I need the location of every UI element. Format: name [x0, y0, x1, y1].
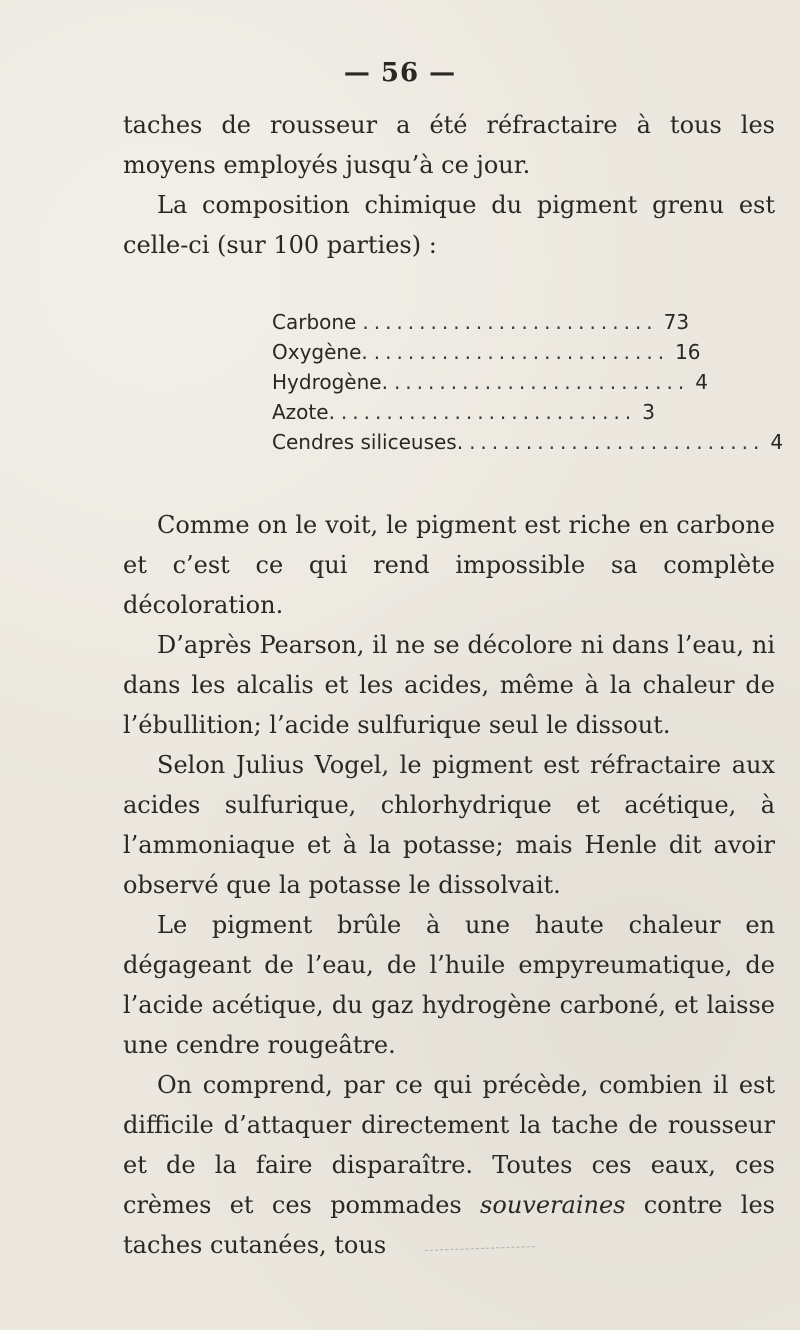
- body-paragraph-5: [123, 1065, 775, 1265]
- leader-dots: ..........................: [373, 340, 670, 364]
- composition-value: 3: [642, 400, 655, 424]
- body-paragraph-2: D’après Pearson, il ne se décolore ni dans l’eau, ni dans les alcalis et les acides, même à la chaleur de l’ébullition; l’acide sulfurique seul le dissout.: [123, 631, 775, 739]
- composition-label: Carbone: [272, 310, 357, 334]
- composition-row: [272, 307, 690, 337]
- body-paragraph-5-end: contre les taches cutanées, tous: [123, 1191, 775, 1259]
- composition-label: Cendres siliceuses.: [272, 430, 464, 454]
- composition-value: 4: [770, 430, 784, 454]
- intro-paragraph-2: La composition chimique du pigment grenu est celle-ci (sur 100 parties) :: [123, 191, 775, 259]
- intro-paragraph-1: taches de rousseur a été réfractaire à tous les moyens employés jusqu’à ce jour.: [123, 111, 775, 179]
- leader-dots: ..........................: [469, 430, 765, 454]
- composition-value: 4: [695, 370, 708, 394]
- body-paragraph-3: Selon Julius Vogel, le pigment est réfractaire aux acides sulfurique, chlorhydrique et acétique, à l’ammoniaque et à la potasse; mais Henle dit avoir observé que la potasse le dissolvait.: [123, 751, 775, 899]
- body-paragraph-1: Comme on le voit, le pigment est riche en carbone et c’est ce qui rend impossible sa complète décoloration.: [123, 511, 775, 619]
- composition-label: Oxygène.: [272, 340, 368, 364]
- italic-word: souveraines: [480, 1191, 626, 1219]
- page-number: — 56 —: [343, 58, 457, 88]
- composition-value: 16: [675, 340, 701, 364]
- composition-table: [272, 307, 784, 457]
- composition-label: Hydrogène.: [272, 370, 388, 394]
- body-paragraph-4: Le pigment brûle à une haute chaleur en dégageant de l’eau, de l’huile empyreumatique, de l’acide acétique, du gaz hydrogène carboné, et laisse une cendre rougeâtre.: [123, 911, 775, 1059]
- intro-text-block: [123, 105, 775, 265]
- composition-value: 73: [663, 310, 690, 334]
- leader-dots: ..........................: [340, 400, 637, 424]
- composition-label: Azote.: [272, 400, 335, 424]
- composition-row: [272, 397, 655, 427]
- body-paragraph-5-start: On comprend, par ce qui précède, combien il est difficile d’attaquer directement la tache de rousseur et de la faire disparaître. Toutes ces eaux, ces crèmes et ces pommades: [123, 1071, 775, 1219]
- leader-dots: ..........................: [393, 370, 690, 394]
- leader-dots: ..........................: [362, 310, 658, 334]
- body-text-block: [123, 505, 775, 1265]
- composition-row: [272, 427, 784, 457]
- composition-row: [272, 337, 701, 367]
- composition-row: [272, 367, 708, 397]
